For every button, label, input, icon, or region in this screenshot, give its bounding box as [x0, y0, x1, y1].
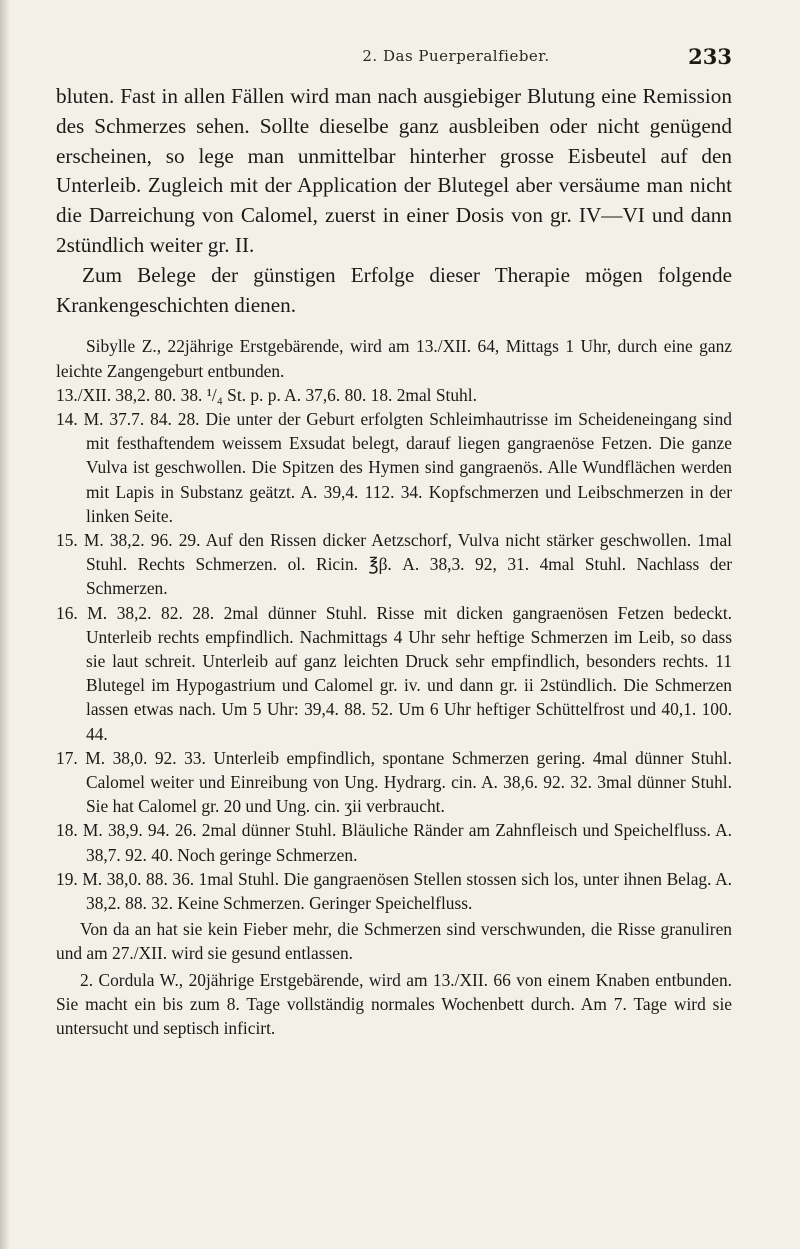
- case-entry: 19. M. 38,0. 88. 36. 1mal Stuhl. Die gangraenösen Stellen stossen sich los, unter ihnen Belag. A. 38,2. 88. 32. Keine Schmerzen. Geringer Speichelfluss.: [56, 868, 732, 914]
- case-entry: 18. M. 38,9. 94. 26. 2mal dünner Stuhl. Bläuliche Ränder am Zahnfleisch und Speichelfluss. A. 38,7. 92. 40. Noch geringe Schmerzen.: [56, 820, 732, 865]
- intro-paragraph: bluten. Fast in allen Fällen wird man nach ausgiebiger Blutung eine Remission des Schmerzes sehen. Sollte dieselbe ganz ausbleiben oder nicht genügend erscheinen, so lege man unmittelbar hinterher grosse Eisbeutel auf den Unterleib. Zugleich mit der Application der Blutegel aber versäume man nicht die Darreichung von Calomel, zuerst in einer Dosis von gr. IV—VI und dann 2stündlich weiter gr. II.: [56, 84, 732, 257]
- page-number: 233: [688, 44, 732, 69]
- case-entry: 13./XII. 38,2. 80. 38. ¹/₄ St. p. p. A. 37,6. 80. 18. 2mal Stuhl.: [56, 384, 477, 405]
- case-entry: 17. M. 38,0. 92. 33. Unterleib empfindlich, spontane Schmerzen gering. 4mal dünner Stuhl. Calomel weiter und Einreibung von Ung. Hydrarg. cin. A. 38,6. 92. 32. 3mal dünner Stuhl. Sie hat Calomel gr. 20 und Ung. cin. ʒii verbraucht.: [56, 747, 732, 817]
- case-1-entries: [56, 383, 732, 915]
- case-1-outcome: Von da an hat sie kein Fieber mehr, die Schmerzen sind verschwunden, die Risse granuliren und am 27./XII. wird sie gesund entlassen.: [56, 919, 732, 964]
- case-entry: 14. M. 37.7. 84. 28. Die unter der Geburt erfolgten Schleimhautrisse im Scheideneingang sind mit festhaftendem weissem Exsudat belegt, darauf liegen gangraenöse Fetzen. Die ganze Vulva ist geschwollen. Die Spitzen des Hymen sind gangraenös. Alle Wundflächen werden mit Lapis in Substanz geätzt. A. 39,4. 112. 34. Kopfschmerzen und Leibschmerzen in der linken Seite.: [56, 408, 732, 526]
- intro-section: [56, 82, 732, 320]
- intro-paragraph: Zum Belege der günstigen Erfolge dieser Therapie mögen folgende Krankengeschichten dienen.: [56, 262, 732, 317]
- case-2-heading: 2. Cordula W., 20jährige Erstgebärende, wird am 13./XII. 66 von einem Knaben entbunden. Sie macht ein bis zum 8. Tage vollständig normales Wochenbett durch. Am 7. Tage wird sie untersucht und septisch inficirt.: [56, 969, 732, 1039]
- page-edge-shadow: [0, 0, 10, 1249]
- running-title: 2. Das Puerperalfieber.: [362, 47, 550, 65]
- case-1-heading: Sibylle Z., 22jährige Erstgebärende, wird am 13./XII. 64, Mittags 1 Uhr, durch eine ganz leichte Zangengeburt entbunden.: [56, 336, 732, 381]
- case-entry: 15. M. 38,2. 96. 29. Auf den Rissen dicker Aetzschorf, Vulva nicht stärker geschwollen. 1mal Stuhl. Rechts Schmerzen. ol. Ricin. ℥β. A. 38,3. 92, 31. 4mal Stuhl. Nachlass der Schmerzen.: [56, 530, 732, 599]
- case-entry: 16. M. 38,2. 82. 28. 2mal dünner Stuhl. Risse mit dicken gangraenösen Fetzen bedeckt. Unterleib rechts empfindlich. Nachmittags 4 Uhr sehr heftige Schmerzen im Leib, so dass sie laut schreit. Unterleib auf ganz leichten Druck sehr empfindlich, besonders rechts. 11 Blutegel im Hypogastrium und Calomel gr. iv. und dann gr. ii 2stündlich. Die Schmerzen lassen etwas nach. Um 5 Uhr: 39,4. 88. 52. Um 6 Uhr heftiger Schüttelfrost und 40,1. 100. 44.: [56, 602, 732, 744]
- page-header: [180, 44, 732, 71]
- page-body: [56, 82, 732, 1040]
